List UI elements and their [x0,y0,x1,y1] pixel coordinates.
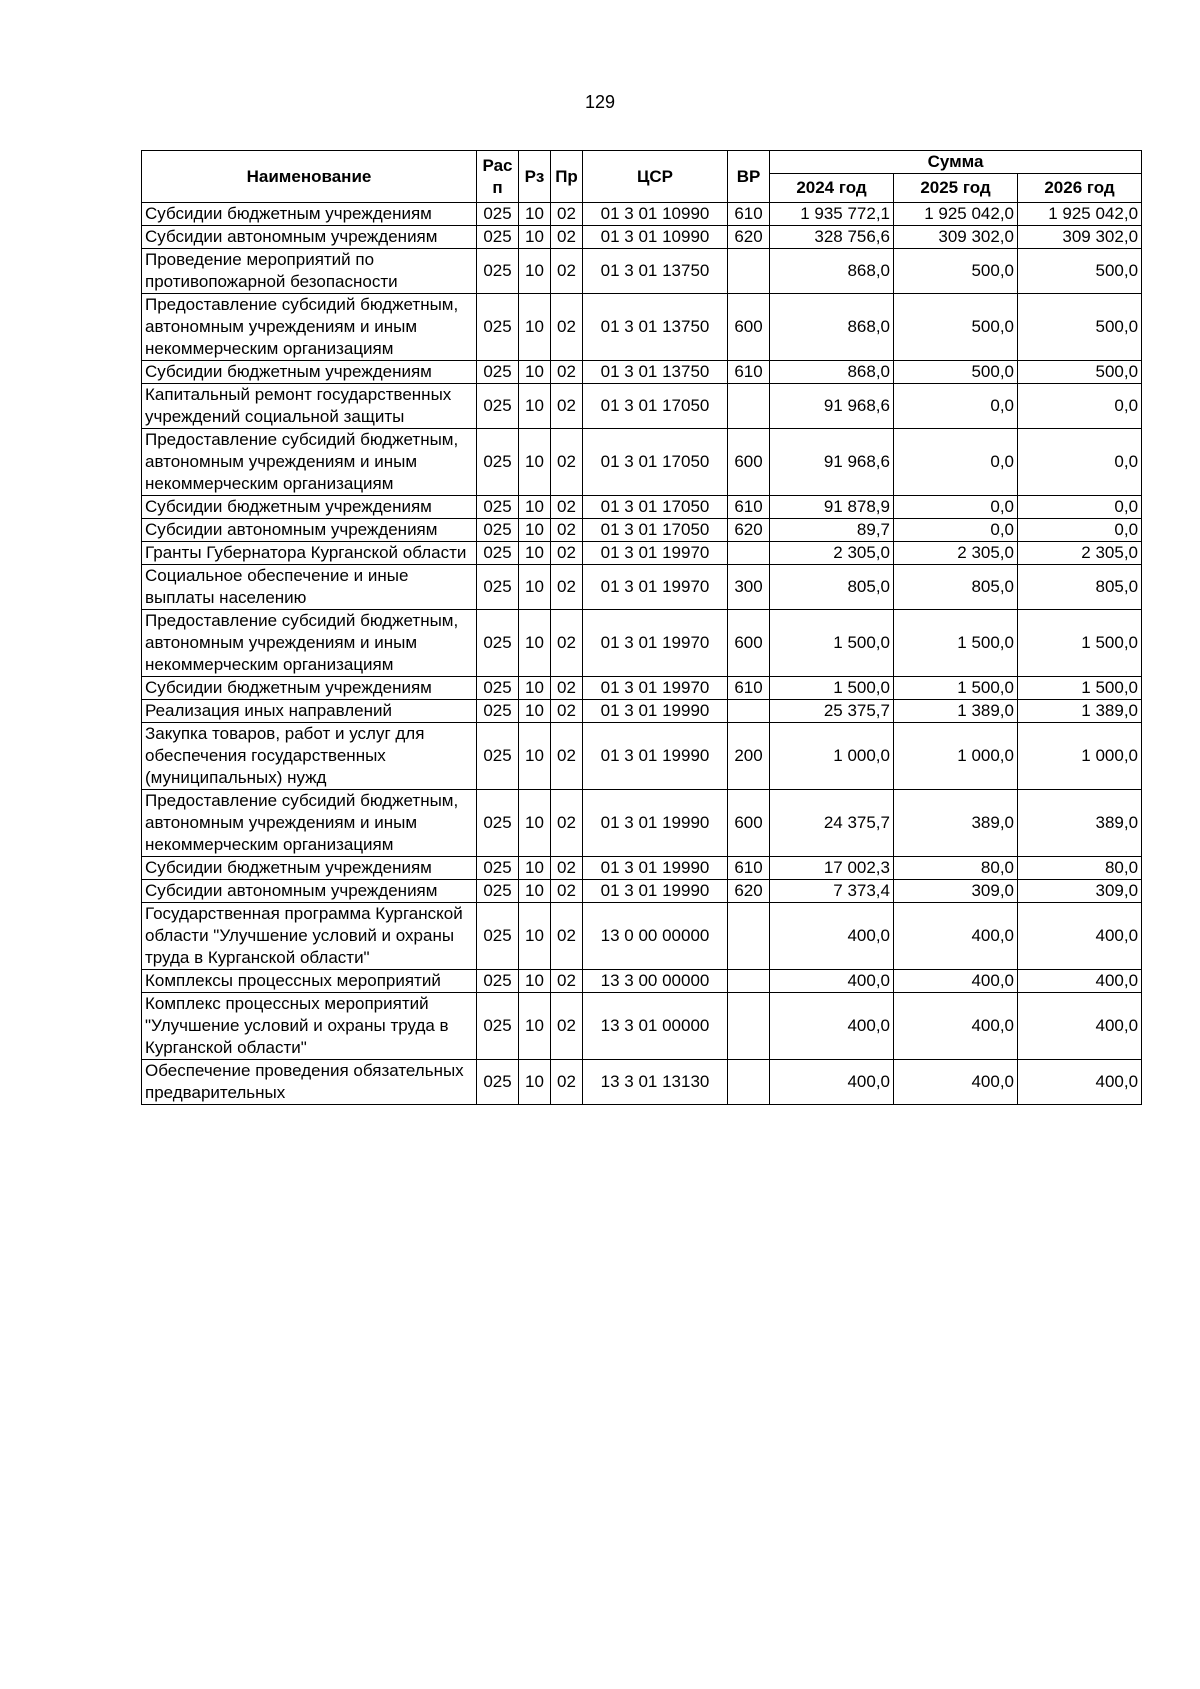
row-sum-2024: 89,7 [770,519,894,542]
row-pr: 02 [551,384,583,429]
row-sum-2024: 91 968,6 [770,384,894,429]
row-name: Субсидии бюджетным учреждениям [142,361,477,384]
header-rasp: Рас п [477,151,519,203]
row-sum-2025: 0,0 [894,496,1018,519]
row-sum-2025: 500,0 [894,249,1018,294]
row-csr: 01 3 01 19990 [583,790,728,857]
row-sum-2025: 805,0 [894,565,1018,610]
row-rz: 10 [519,249,551,294]
row-csr: 01 3 01 19990 [583,723,728,790]
header-vr: ВР [728,151,770,203]
row-rasp: 025 [477,496,519,519]
row-rasp: 025 [477,361,519,384]
row-pr: 02 [551,993,583,1060]
row-sum-2024: 91 878,9 [770,496,894,519]
row-vr [728,700,770,723]
row-rz: 10 [519,880,551,903]
table-row [142,429,1142,496]
row-sum-2026: 805,0 [1018,565,1142,610]
row-vr: 300 [728,565,770,610]
row-name: Государственная программа Курганской области "Улучшение условий и охраны труда в Курганской области" [142,903,477,970]
row-vr: 600 [728,294,770,361]
row-name: Субсидии бюджетным учреждениям [142,857,477,880]
table-row [142,519,1142,542]
table-row [142,993,1142,1060]
row-sum-2025: 400,0 [894,903,1018,970]
row-sum-2025: 1 500,0 [894,677,1018,700]
row-sum-2026: 400,0 [1018,970,1142,993]
row-rz: 10 [519,203,551,226]
row-sum-2024: 868,0 [770,249,894,294]
row-rasp: 025 [477,294,519,361]
row-sum-2025: 309,0 [894,880,1018,903]
row-sum-2025: 500,0 [894,361,1018,384]
row-csr: 13 0 00 00000 [583,903,728,970]
table-row [142,857,1142,880]
row-sum-2024: 805,0 [770,565,894,610]
table-row [142,496,1142,519]
row-csr: 01 3 01 13750 [583,361,728,384]
row-sum-2026: 0,0 [1018,384,1142,429]
row-sum-2026: 309,0 [1018,880,1142,903]
header-pr: Пр [551,151,583,203]
row-vr: 600 [728,790,770,857]
table-row [142,294,1142,361]
table-body [142,203,1142,1105]
row-rz: 10 [519,700,551,723]
row-vr: 610 [728,677,770,700]
row-vr: 600 [728,610,770,677]
row-csr: 13 3 01 00000 [583,993,728,1060]
row-name: Комплексы процессных мероприятий [142,970,477,993]
row-rz: 10 [519,610,551,677]
row-sum-2026: 400,0 [1018,903,1142,970]
row-sum-2025: 500,0 [894,294,1018,361]
row-sum-2025: 80,0 [894,857,1018,880]
row-rasp: 025 [477,790,519,857]
table-row [142,203,1142,226]
row-rasp: 025 [477,903,519,970]
row-rz: 10 [519,790,551,857]
row-rz: 10 [519,565,551,610]
row-rz: 10 [519,294,551,361]
row-sum-2024: 400,0 [770,970,894,993]
row-csr: 01 3 01 17050 [583,496,728,519]
row-pr: 02 [551,790,583,857]
row-name: Проведение мероприятий по противопожарной безопасности [142,249,477,294]
row-vr [728,993,770,1060]
row-sum-2026: 1 500,0 [1018,610,1142,677]
row-sum-2024: 400,0 [770,903,894,970]
row-name: Капитальный ремонт государственных учреждений социальной защиты [142,384,477,429]
row-pr: 02 [551,700,583,723]
row-vr: 200 [728,723,770,790]
row-sum-2026: 389,0 [1018,790,1142,857]
row-sum-2024: 24 375,7 [770,790,894,857]
row-sum-2025: 1 000,0 [894,723,1018,790]
row-sum-2024: 2 305,0 [770,542,894,565]
row-name: Социальное обеспечение и иные выплаты населению [142,565,477,610]
row-sum-2024: 7 373,4 [770,880,894,903]
row-name: Реализация иных направлений [142,700,477,723]
row-rasp: 025 [477,429,519,496]
row-sum-2026: 1 925 042,0 [1018,203,1142,226]
row-sum-2025: 0,0 [894,384,1018,429]
row-rz: 10 [519,226,551,249]
row-csr: 01 3 01 19990 [583,700,728,723]
table-row [142,610,1142,677]
row-sum-2024: 868,0 [770,361,894,384]
row-sum-2026: 500,0 [1018,294,1142,361]
table-row [142,384,1142,429]
row-rasp: 025 [477,677,519,700]
row-sum-2024: 328 756,6 [770,226,894,249]
row-name: Обеспечение проведения обязательных предварительных [142,1060,477,1105]
row-pr: 02 [551,496,583,519]
table-row [142,565,1142,610]
row-pr: 02 [551,519,583,542]
row-pr: 02 [551,249,583,294]
row-vr [728,903,770,970]
row-rasp: 025 [477,993,519,1060]
row-rz: 10 [519,496,551,519]
row-rasp: 025 [477,857,519,880]
budget-table [141,150,1142,1105]
header-2025: 2025 год [894,174,1018,203]
row-name: Предоставление субсидий бюджетным, автономным учреждениям и иным некоммерческим организациям [142,610,477,677]
row-csr: 01 3 01 13750 [583,294,728,361]
row-vr: 610 [728,857,770,880]
row-rz: 10 [519,993,551,1060]
row-sum-2024: 1 500,0 [770,610,894,677]
row-pr: 02 [551,903,583,970]
row-sum-2026: 400,0 [1018,993,1142,1060]
row-csr: 01 3 01 13750 [583,249,728,294]
row-rasp: 025 [477,249,519,294]
row-rasp: 025 [477,384,519,429]
header-2024: 2024 год [770,174,894,203]
row-sum-2025: 309 302,0 [894,226,1018,249]
row-vr [728,970,770,993]
row-sum-2024: 1 500,0 [770,677,894,700]
row-rz: 10 [519,903,551,970]
row-pr: 02 [551,203,583,226]
row-rasp: 025 [477,519,519,542]
table-header [142,151,1142,203]
row-name: Субсидии бюджетным учреждениям [142,496,477,519]
page-number: 129 [584,92,616,112]
row-rasp: 025 [477,723,519,790]
row-name: Гранты Губернатора Курганской области [142,542,477,565]
row-sum-2026: 400,0 [1018,1060,1142,1105]
row-sum-2026: 0,0 [1018,496,1142,519]
row-sum-2025: 400,0 [894,970,1018,993]
row-vr: 620 [728,880,770,903]
row-name: Субсидии бюджетным учреждениям [142,203,477,226]
table-row [142,1060,1142,1105]
row-rz: 10 [519,723,551,790]
row-rz: 10 [519,384,551,429]
row-sum-2024: 91 968,6 [770,429,894,496]
row-vr: 620 [728,519,770,542]
row-sum-2025: 400,0 [894,993,1018,1060]
row-vr: 610 [728,496,770,519]
row-pr: 02 [551,723,583,790]
table-row [142,880,1142,903]
row-sum-2026: 0,0 [1018,519,1142,542]
row-sum-2025: 2 305,0 [894,542,1018,565]
row-sum-2024: 25 375,7 [770,700,894,723]
table-row [142,700,1142,723]
row-sum-2026: 500,0 [1018,249,1142,294]
row-rasp: 025 [477,542,519,565]
row-sum-2024: 400,0 [770,1060,894,1105]
row-rz: 10 [519,361,551,384]
table-row [142,790,1142,857]
row-sum-2026: 80,0 [1018,857,1142,880]
row-rz: 10 [519,857,551,880]
row-pr: 02 [551,429,583,496]
table-row [142,249,1142,294]
header-2026: 2026 год [1018,174,1142,203]
header-csr: ЦСР [583,151,728,203]
row-name: Субсидии автономным учреждениям [142,226,477,249]
row-csr: 01 3 01 19970 [583,610,728,677]
row-csr: 01 3 01 19970 [583,542,728,565]
row-csr: 01 3 01 17050 [583,519,728,542]
row-vr: 610 [728,203,770,226]
row-name: Субсидии автономным учреждениям [142,519,477,542]
row-sum-2026: 1 500,0 [1018,677,1142,700]
row-sum-2024: 17 002,3 [770,857,894,880]
row-pr: 02 [551,361,583,384]
row-csr: 01 3 01 10990 [583,226,728,249]
header-rz: Рз [519,151,551,203]
row-pr: 02 [551,880,583,903]
row-rz: 10 [519,677,551,700]
table-row [142,723,1142,790]
row-vr: 600 [728,429,770,496]
row-pr: 02 [551,970,583,993]
row-vr [728,384,770,429]
row-pr: 02 [551,610,583,677]
row-rasp: 025 [477,203,519,226]
row-sum-2026: 0,0 [1018,429,1142,496]
row-pr: 02 [551,542,583,565]
row-rz: 10 [519,542,551,565]
row-sum-2025: 400,0 [894,1060,1018,1105]
row-sum-2025: 0,0 [894,519,1018,542]
row-rasp: 025 [477,565,519,610]
row-pr: 02 [551,226,583,249]
row-sum-2026: 500,0 [1018,361,1142,384]
row-sum-2024: 1 000,0 [770,723,894,790]
row-sum-2025: 1 925 042,0 [894,203,1018,226]
row-sum-2024: 868,0 [770,294,894,361]
row-rasp: 025 [477,610,519,677]
row-csr: 01 3 01 17050 [583,384,728,429]
row-rasp: 025 [477,1060,519,1105]
row-csr: 01 3 01 19990 [583,880,728,903]
table-row [142,542,1142,565]
row-rz: 10 [519,1060,551,1105]
row-rasp: 025 [477,700,519,723]
row-sum-2025: 1 389,0 [894,700,1018,723]
table-row [142,361,1142,384]
row-csr: 01 3 01 19970 [583,565,728,610]
table-row [142,226,1142,249]
row-name: Предоставление субсидий бюджетным, автономным учреждениям и иным некоммерческим организациям [142,790,477,857]
row-rz: 10 [519,970,551,993]
row-pr: 02 [551,677,583,700]
row-pr: 02 [551,294,583,361]
row-csr: 13 3 00 00000 [583,970,728,993]
row-pr: 02 [551,565,583,610]
row-csr: 01 3 01 19970 [583,677,728,700]
row-vr [728,542,770,565]
row-rz: 10 [519,519,551,542]
row-sum-2026: 309 302,0 [1018,226,1142,249]
row-pr: 02 [551,1060,583,1105]
row-vr [728,1060,770,1105]
row-vr [728,249,770,294]
row-name: Субсидии автономным учреждениям [142,880,477,903]
table-row [142,903,1142,970]
row-pr: 02 [551,857,583,880]
row-sum-2026: 1 000,0 [1018,723,1142,790]
row-vr: 620 [728,226,770,249]
table-row [142,970,1142,993]
row-name: Комплекс процессных мероприятий "Улучшение условий и охраны труда в Курганской области" [142,993,477,1060]
row-sum-2025: 1 500,0 [894,610,1018,677]
row-name: Предоставление субсидий бюджетным, автономным учреждениям и иным некоммерческим организациям [142,429,477,496]
table-row [142,677,1142,700]
row-sum-2025: 0,0 [894,429,1018,496]
header-sum: Сумма [770,151,1142,174]
row-csr: 13 3 01 13130 [583,1060,728,1105]
row-rasp: 025 [477,970,519,993]
row-csr: 01 3 01 17050 [583,429,728,496]
row-vr: 610 [728,361,770,384]
row-sum-2026: 1 389,0 [1018,700,1142,723]
row-sum-2024: 1 935 772,1 [770,203,894,226]
row-rasp: 025 [477,880,519,903]
row-sum-2025: 389,0 [894,790,1018,857]
row-csr: 01 3 01 19990 [583,857,728,880]
header-name: Наименование [142,151,477,203]
row-name: Предоставление субсидий бюджетным, автономным учреждениям и иным некоммерческим организациям [142,294,477,361]
row-rz: 10 [519,429,551,496]
row-sum-2024: 400,0 [770,993,894,1060]
row-csr: 01 3 01 10990 [583,203,728,226]
row-name: Закупка товаров, работ и услуг для обеспечения государственных (муниципальных) нужд [142,723,477,790]
row-sum-2026: 2 305,0 [1018,542,1142,565]
row-rasp: 025 [477,226,519,249]
row-name: Субсидии бюджетным учреждениям [142,677,477,700]
